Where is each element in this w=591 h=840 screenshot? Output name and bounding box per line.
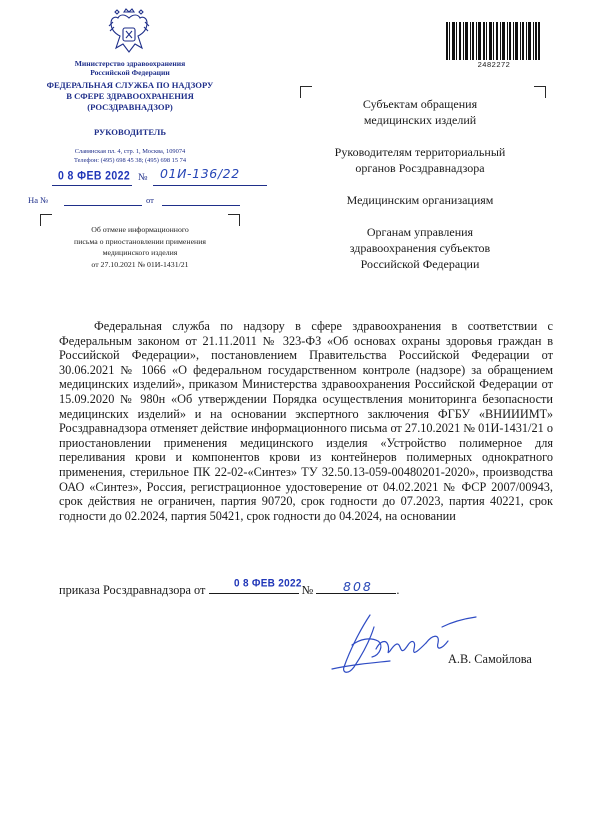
barcode-icon	[446, 22, 540, 60]
address-block	[30, 147, 230, 165]
reply-to-underline	[64, 205, 142, 206]
agency-line: (РОСЗДРАВНАДЗОР)	[87, 102, 173, 112]
order-prefix: приказа Росздравнадзора от	[59, 583, 206, 597]
recipient	[320, 96, 520, 128]
agency-line: ФЕДЕРАЛЬНАЯ СЛУЖБА ПО НАДЗОРУ	[46, 80, 214, 90]
address-line: Славянская пл. 4, стр. 1, Москва, 109074	[74, 148, 186, 155]
number-sign: №	[138, 172, 148, 183]
ministry-line: Министерство здравоохранения	[74, 59, 186, 68]
recipient	[320, 144, 520, 176]
address-line: Телефон: (495) 698 45 38; (495) 698 15 74	[73, 157, 187, 164]
recipient-line: здравоохранения субъектов	[349, 241, 491, 255]
recipient-line: Медицинским организациям	[346, 193, 494, 207]
subject-line: письма о приостановлении применения	[74, 236, 206, 246]
order-date-stamp: 0 8 ФЕВ 2022	[234, 577, 302, 590]
agency-name	[30, 80, 230, 113]
order-number: 808	[343, 579, 373, 594]
ministry-line: Российской Федерации	[90, 68, 170, 77]
handwritten-signature	[330, 605, 480, 680]
recipient	[320, 192, 520, 208]
ministry-name	[30, 59, 230, 77]
subject-line: от 27.10.2021 № 01И-1431/21	[91, 259, 189, 269]
recipient-line: медицинских изделий	[363, 113, 477, 127]
subject-block	[40, 224, 240, 270]
reply-from-label: от	[146, 195, 154, 205]
head-title: РУКОВОДИТЕЛЬ	[93, 127, 167, 137]
address-corner-right	[534, 86, 546, 98]
recipient-line: органов Росздравнадзора	[355, 161, 485, 175]
outgoing-number: 01И-136/22	[160, 166, 240, 181]
order-end: .	[396, 583, 400, 597]
agency-line: В СФЕРЕ ЗДРАВООХРАНЕНИЯ	[66, 91, 194, 101]
recipient-line: Российской Федерации	[360, 257, 480, 271]
state-emblem-icon	[106, 8, 152, 58]
recipient-line: Органам управления	[366, 225, 474, 239]
reply-to-label: На №	[28, 195, 49, 205]
recipient	[320, 224, 520, 272]
order-number-sign: №	[301, 583, 314, 597]
subject-line: медицинского изделия	[102, 248, 178, 257]
registration-date-stamp: 0 8 ФЕВ 2022	[58, 169, 131, 183]
letter-body: Федеральная служба по надзору в сфере здравоохранения в соответствии с Федеральным законом от 21.11.2011 № 323-ФЗ «Об основах охраны здоровья граждан в Российской Федерации», постановлением Правительства Российской Федерации от 30.06.2021 № 1066 «О федеральном государственном контроле (надзоре) за обращением медицинских изделий», приказом Министерства здравоохранения Российской Федерации от 15.09.2020 № 980н «Об утверждении Порядка осуществления мониторинга безопасности медицинских изделий» и на основании экспертного заключения ФГБУ «ВНИИИМТ» Росздравнадзора отменяет действие информационного письма от 27.10.2021 № 01И-1431/21 о приостановлении применения медицинского изделия «Устройство полимерное для переливания крови и компонентов крови из контейнеров полимерных однократного применения, стерильное ПК 22-02-«Синтез» ТУ 32.50.13-059-00480201-2020», производства ОАО «Синтез», Россия, регистрационное удостоверение от 04.02.2021 № ФСР 2007/00943, срок действия не ограничен, партия 90720, срок годности до 07.2023, партия 40221, срок годности до 02.2024, партия 50421, срок годности до 04.2024, на основании	[59, 319, 553, 523]
recipient-line: Субъектам обращения	[362, 97, 478, 111]
signer-name: А.В. Самойлова	[448, 652, 532, 666]
recipient-line: Руководителям территориальный	[334, 145, 506, 159]
address-corner-left	[300, 86, 312, 98]
reply-from-underline	[162, 205, 240, 206]
subject-line: Об отмене информационного	[91, 225, 189, 234]
barcode-number: 2482272	[477, 60, 511, 69]
recipients-block	[320, 96, 520, 288]
